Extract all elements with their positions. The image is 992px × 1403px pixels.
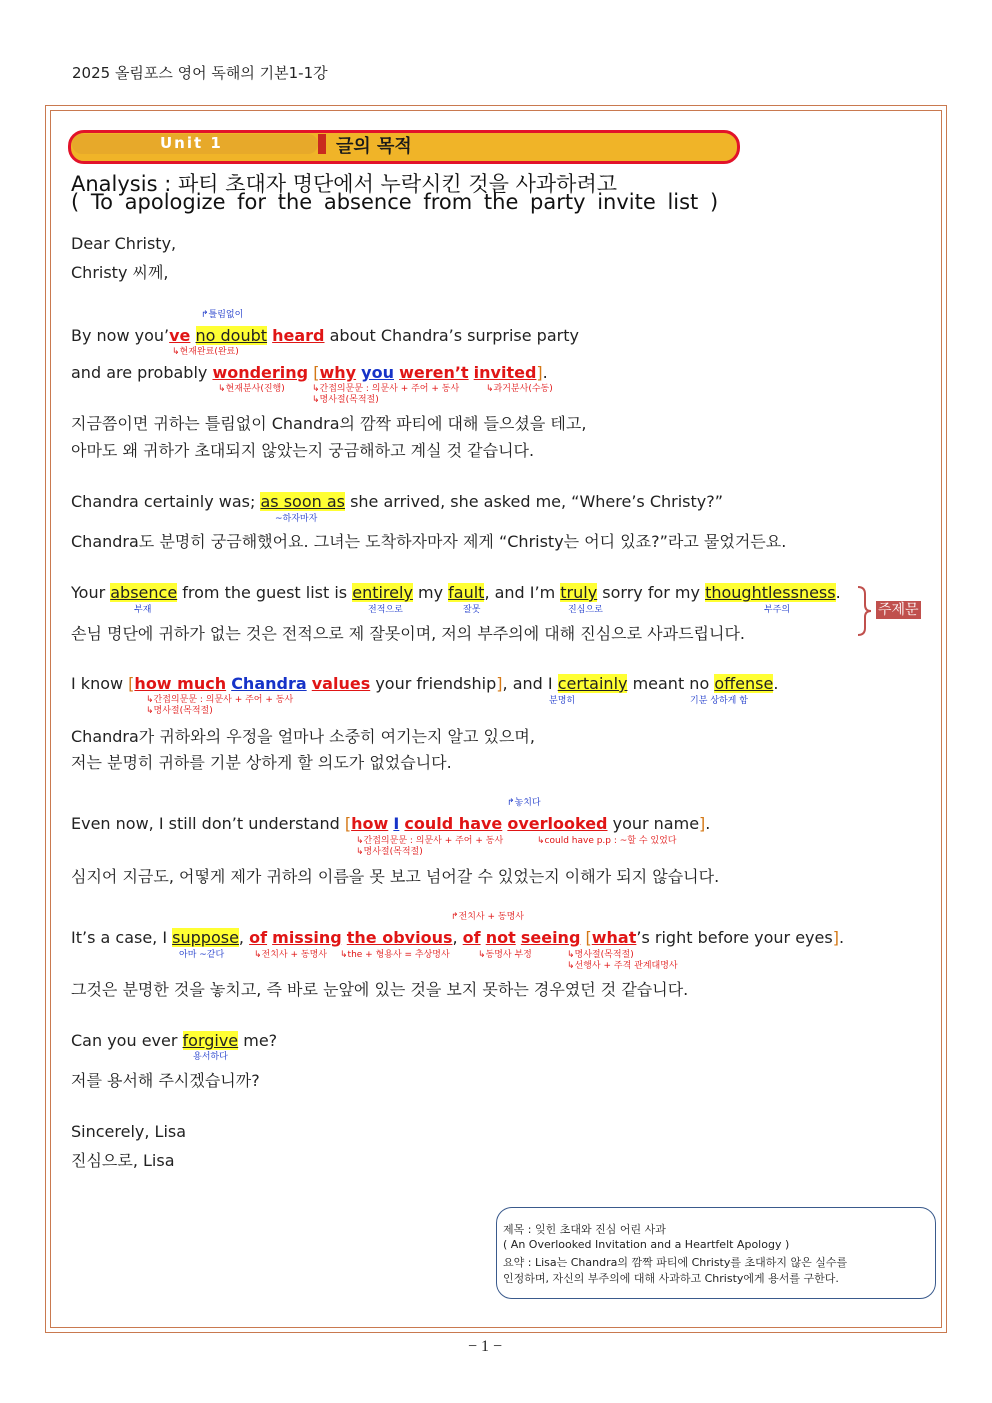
s4-t3: my	[412, 583, 449, 602]
annotation-absence: 부재	[134, 605, 152, 615]
sentence-3	[71, 492, 723, 511]
annotation-noun-clause-4: ↳명사절(목적절)	[567, 950, 634, 960]
annotation-abstract-noun: ↳the + 형용사 = 추상명사	[340, 950, 450, 960]
annotation-gerund-negation: ↳동명사 부정	[478, 950, 532, 960]
s4-t4: , and I’m	[484, 583, 561, 602]
s2-pre: and are probably	[71, 363, 213, 382]
page-frame-inner	[50, 110, 942, 1328]
theme-brace-icon	[856, 586, 872, 636]
s6-overlooked: overlooked	[507, 814, 608, 833]
annotation-no-doubt: ↱틀림없이	[201, 310, 244, 320]
s1-pre: By now you’	[71, 326, 170, 345]
s4-thoughtlessness: thoughtlessness	[705, 583, 836, 602]
greeting-korean: Christy 씨께,	[71, 263, 169, 282]
s4-absence: absence	[110, 583, 178, 602]
annotation-noun-clause-2: ↳명사절(목적절)	[146, 706, 213, 716]
s7-not: not	[485, 928, 516, 947]
s7-suppose: suppose	[172, 928, 239, 947]
analysis-korean: Analysis : 파티 초대자 명단에서 누락시킨 것을 사과하려고	[71, 172, 618, 196]
page-header-title: 2025 올림포스 영어 독해의 기본1-1강	[72, 64, 328, 82]
annotation-noun-clause-3: ↳명사절(목적절)	[356, 847, 423, 857]
s7-bracket-open: [	[585, 928, 592, 947]
unit-banner	[68, 130, 738, 162]
s2-invited: invited	[473, 363, 537, 382]
s7-of-2: of	[462, 928, 481, 947]
s7-t2: ,	[238, 928, 250, 947]
annotation-noun-clause: ↳명사절(목적절)	[312, 395, 379, 405]
annotation-could-have-pp: ↳could have p.p : ~할 수 있었다	[537, 836, 677, 846]
sentence-3-korean: Chandra도 분명히 궁금해했어요. 그녀는 도착하자마자 제게 “Christy는 어디 있죠?”라고 물었거든요.	[71, 532, 787, 551]
annotation-present-perfect: ↳현재완료(완료)	[172, 347, 239, 357]
s2-you: you	[361, 363, 394, 382]
annotation-truly: 진심으로	[568, 605, 603, 615]
s1-ve: ve	[169, 326, 191, 345]
greeting-english: Dear Christy,	[71, 234, 177, 253]
s2-why: why	[319, 363, 357, 382]
s6-i: I	[393, 814, 400, 833]
s4-t5: sorry for my	[597, 583, 706, 602]
s5-bracket-open: [	[128, 674, 135, 693]
annotation-overlook: ↱놓치다	[507, 798, 541, 808]
s7-t3: ,	[452, 928, 463, 947]
s6-bracket-close: ]	[699, 814, 706, 833]
sentence-4	[71, 583, 841, 602]
sentence-5-korean-2: 저는 분명히 귀하를 기분 상하게 할 의도가 없었습니다.	[71, 753, 452, 772]
s7-missing: missing	[272, 928, 342, 947]
s8-t1: Can you ever	[71, 1031, 183, 1050]
annotation-entirely: 전적으로	[368, 605, 403, 615]
annotation-fault: 잘못	[463, 605, 481, 615]
s4-t1: Your	[71, 583, 111, 602]
s4-t2: from the guest list is	[177, 583, 353, 602]
annotation-prep-gerund: ↳전치사 + 동명사	[254, 950, 327, 960]
annotation-certainly: 분명히	[549, 696, 576, 706]
sentence-7	[71, 928, 844, 947]
annotation-indirect-question: ↳간접의문문 : 의문사 + 주어 + 동사	[312, 384, 460, 394]
sentence-6	[71, 814, 710, 833]
s1-heard: heard	[272, 326, 325, 345]
s3-pre: Chandra certainly was;	[71, 492, 261, 511]
s4-t6: .	[835, 583, 841, 602]
s6-how: how	[351, 814, 389, 833]
s1-post: about Chandra’s surprise party	[324, 326, 579, 345]
s2-bracket-close: ]	[536, 363, 543, 382]
sentence-5-korean-1: Chandra가 귀하와의 우정을 얼마나 소중히 여기는지 알고 있으며,	[71, 727, 535, 746]
s6-t2: your name	[607, 814, 700, 833]
s5-offense: offense	[714, 674, 774, 693]
s6-could-have: could have	[404, 814, 503, 833]
annotation-past-participle: ↳과거분사(수동)	[486, 384, 553, 394]
analysis-english: ( To apologize for the absence from the party invite list )	[71, 190, 719, 214]
closing-english: Sincerely, Lisa	[71, 1122, 187, 1141]
summary-box	[496, 1207, 936, 1299]
s6-t1: Even now, I still don’t understand	[71, 814, 345, 833]
s5-t1: I know	[71, 674, 129, 693]
annotation-present-participle: ↳현재분사(진행)	[218, 384, 285, 394]
summary-text-2: 인정하며, 자신의 부주의에 대해 사과하고 Christy에게 용서를 구한다.	[503, 1272, 839, 1285]
sentence-8-korean: 저를 용서해 주시겠습니까?	[71, 1071, 260, 1090]
s7-t5: .	[838, 928, 845, 947]
unit-label: Unit 1	[160, 134, 223, 152]
unit-title: 글의 목적	[336, 136, 412, 157]
summary-title-korean: 제목 : 잊힌 초대와 진심 어린 사과	[503, 1223, 666, 1236]
sentence-6-korean: 심지어 지금도, 어떻게 제가 귀하의 이름을 못 보고 넘어갈 수 있었는지 이해가 되지 않습니다.	[71, 867, 720, 886]
s2-wondering: wondering	[212, 363, 309, 382]
annotation-prep-gerund-top: ↱전치사 + 동명사	[451, 912, 524, 922]
annotation-suppose: 아마 ~같다	[179, 950, 225, 960]
s8-t2: me?	[238, 1031, 278, 1050]
s5-t3: , and I	[502, 674, 558, 693]
s5-chandra: Chandra	[231, 674, 307, 693]
sentence-7-korean: 그것은 분명한 것을 놓치고, 즉 바로 눈앞에 있는 것을 보지 못하는 경우였던 것 같습니다.	[71, 980, 689, 999]
theme-sentence-badge: 주제문	[878, 602, 919, 618]
s4-truly: truly	[560, 583, 598, 602]
s7-what: what	[591, 928, 637, 947]
s7-bracket-close: ]	[832, 928, 839, 947]
summary-text-1: 요약 : Lisa는 Chandra의 깜짝 파티에 Christy를 초대하지 않은 실수를	[503, 1256, 848, 1269]
s5-t5: .	[773, 674, 779, 693]
s7-t1: It’s a case, I	[71, 928, 173, 947]
annotation-relative-pronoun: ↳선행사 + 주격 관계대명사	[567, 961, 678, 971]
s3-post: she arrived, she asked me, “Where’s Christy?”	[344, 492, 724, 511]
annotation-forgive: 용서하다	[193, 1052, 228, 1062]
s5-values: values	[311, 674, 371, 693]
s5-bracket-close: ]	[496, 674, 503, 693]
annotation-indirect-question-3: ↳간접의문문 : 의문사 + 주어 + 동사	[356, 836, 504, 846]
s2-end: .	[542, 363, 548, 382]
sentence-5	[71, 674, 778, 693]
s5-t2: your friendship	[370, 674, 497, 693]
s3-as-soon-as: as soon as	[260, 492, 345, 511]
annotation-offense: 기분 상하게 함	[690, 696, 748, 706]
s6-t3: .	[705, 814, 711, 833]
s6-bracket-open: [	[344, 814, 352, 833]
annotation-thoughtlessness: 부주의	[764, 605, 791, 615]
s7-seeing: seeing	[520, 928, 581, 947]
unit-divider	[318, 134, 326, 154]
sentence-4-korean: 손님 명단에 귀하가 없는 것은 전적으로 제 잘못이며, 저의 부주의에 대해 진심으로 사과드립니다.	[71, 624, 745, 643]
s7-of-1: of	[249, 928, 268, 947]
annotation-indirect-question-2: ↳간접의문문 : 의문사 + 주어 + 동사	[146, 695, 294, 705]
s4-fault: fault	[448, 583, 485, 602]
s5-certainly: certainly	[557, 674, 628, 693]
sentence-2-korean-1: 지금쯤이면 귀하는 틀림없이 Chandra의 깜짝 파티에 대해 들으셨을 테고,	[71, 414, 587, 433]
annotation-as-soon-as: ~하자마자	[275, 514, 318, 524]
page-number: − 1 −	[468, 1338, 503, 1355]
s8-forgive: forgive	[182, 1031, 239, 1050]
s4-entirely: entirely	[352, 583, 413, 602]
s5-t4: meant no	[627, 674, 715, 693]
sentence-8	[71, 1031, 277, 1050]
sentence-2-korean-2: 아마도 왜 귀하가 초대되지 않았는지 궁금해하고 계실 것 같습니다.	[71, 441, 535, 460]
summary-title-english: ( An Overlooked Invitation and a Heartfelt Apology )	[503, 1238, 790, 1251]
closing-korean: 진심으로, Lisa	[71, 1151, 175, 1170]
s2-bracket-open: [	[313, 363, 320, 382]
s7-t4: ’s right before your eyes	[636, 928, 833, 947]
s1-no-doubt: no doubt	[195, 326, 268, 345]
sentence-1	[71, 326, 579, 345]
s5-how-much: how much	[134, 674, 227, 693]
sentence-2	[71, 363, 548, 382]
s2-werent: weren’t	[399, 363, 469, 382]
s7-the-obvious: the obvious	[346, 928, 453, 947]
